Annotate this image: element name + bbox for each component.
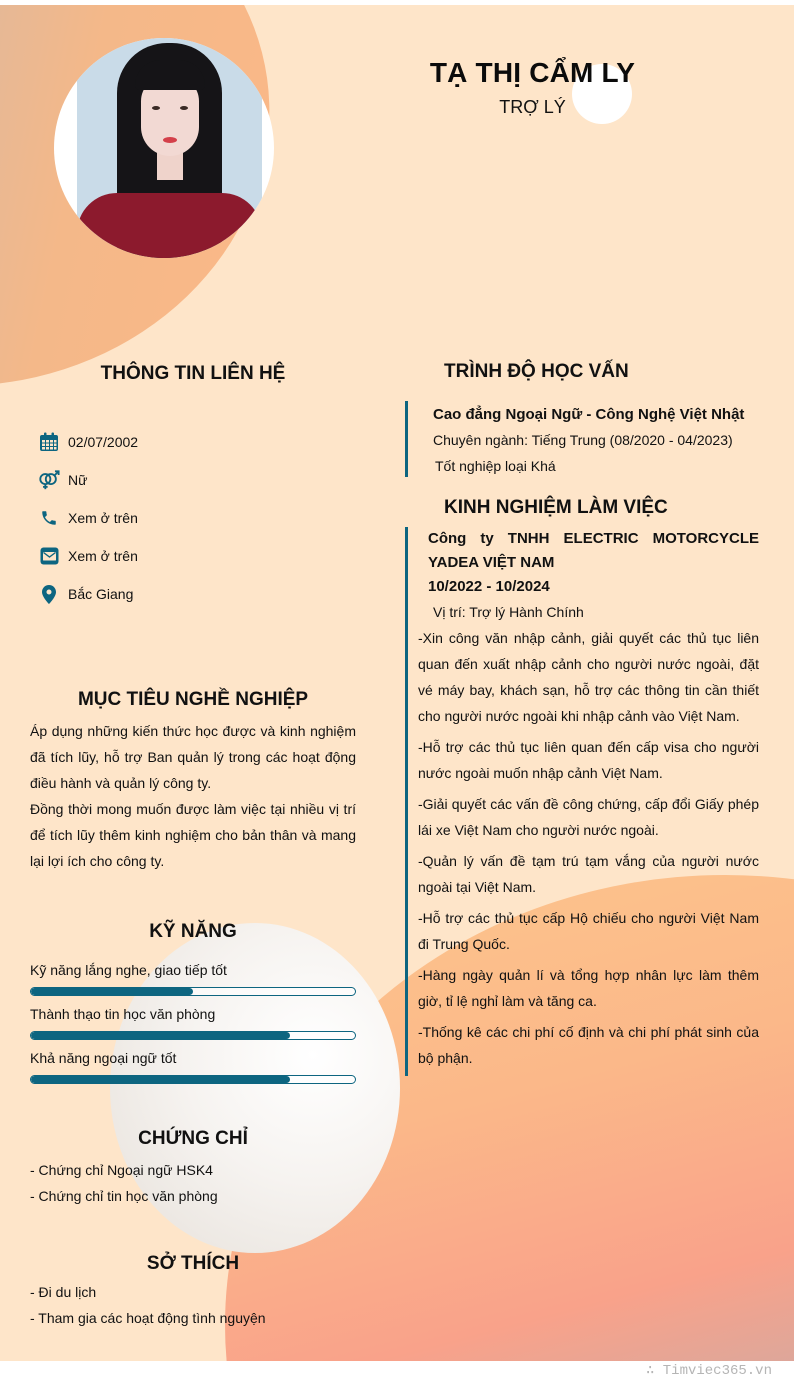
duty-item: -Thống kê các chi phí cố định và chi phí phát sinh của bộ phận. [418, 1024, 759, 1066]
skill-progress-fill [31, 1076, 290, 1083]
duty-item: -Hỗ trợ các thủ tục cấp Hộ chiếu cho người Việt Nam đi Trung Quốc. [418, 910, 759, 952]
skill-item [30, 1004, 356, 1040]
skill-progress-bar [30, 987, 356, 996]
skill-item [30, 960, 356, 996]
hobby-item: - Đi du lịch [30, 1284, 97, 1300]
skill-progress-fill [31, 988, 193, 995]
calendar-icon [38, 431, 60, 453]
duty-item: -Quản lý vấn đề tạm trú tạm vắng của người nước ngoài tại Việt Nam. [418, 853, 759, 895]
skill-label: Khả năng ngoại ngữ tốt [30, 1050, 177, 1066]
objective-heading: MỤC TIÊU NGHỀ NGHIỆP [77, 689, 309, 710]
education-school: Cao đẳng Ngoại Ngữ - Công Nghệ Việt Nhật [433, 406, 745, 423]
education-heading: TRÌNH ĐỘ HỌC VẤN [444, 361, 629, 382]
skill-progress-bar [30, 1031, 356, 1040]
duty-item: -Xin công văn nhập cảnh, giải quyết các thủ tục liên quan đến xuất nhập cảnh cho người nước ngoài, đặt vé máy bay, khách sạn, hỗ trợ các thông tin cần thiết cho người nước ngoài khi nhập cảnh vào Việt Nam. [418, 630, 759, 724]
duty-item: -Hỗ trợ các thủ tục liên quan đến cấp visa cho người nước ngoài muốn nhập cảnh Việt Nam. [418, 739, 759, 781]
skill-label: Kỹ năng lắng nghe, giao tiếp tốt [30, 962, 227, 978]
contact-list [38, 417, 358, 619]
objective-paragraph-2: Đồng thời mong muốn được làm việc tại nhiều vị trí để tích lũy thêm kinh nghiệm cho bản thân và mang lại lợi ích cho công ty. [30, 801, 356, 869]
education-block [405, 401, 765, 477]
certificate-item: - Chứng chỉ Ngoại ngữ HSK4 [30, 1162, 213, 1178]
certificates-list [30, 1157, 218, 1209]
avatar-photo [77, 38, 262, 258]
experience-block [405, 527, 765, 1076]
experience-company: Công ty TNHH ELECTRIC MOTORCYCLE YADEA VIỆT NAM [428, 530, 759, 571]
watermark: ∴ Timviec365.vn [645, 1363, 772, 1379]
hobby-item: - Tham gia các hoạt động tình nguyện [30, 1310, 266, 1326]
location-pin-icon [38, 583, 60, 605]
phone-value: Xem ở trên [68, 510, 138, 526]
objective-text [30, 718, 356, 874]
education-grade: Tốt nghiệp loại Khá [435, 458, 556, 474]
certificate-item: - Chứng chỉ tin học văn phòng [30, 1188, 218, 1204]
gender-value: Nữ [68, 472, 88, 488]
hobbies-heading: SỞ THÍCH [146, 1253, 240, 1274]
gender-icon [38, 469, 60, 491]
phone-icon [38, 507, 60, 529]
email-value: Xem ở trên [68, 548, 138, 564]
certificates-heading: CHỨNG CHỈ [138, 1128, 248, 1149]
experience-role: Vị trí: Trợ lý Hành Chính [433, 604, 584, 620]
candidate-name: TẠ THỊ CẨM LY [429, 57, 636, 88]
experience-duties [418, 625, 765, 1071]
experience-heading: KINH NGHIỆM LÀM VIỆC [444, 497, 668, 518]
education-major: Chuyên ngành: Tiếng Trung (08/2020 - 04/2023) [433, 432, 733, 448]
experience-dates: 10/2022 - 10/2024 [428, 578, 550, 595]
birthdate-value: 02/07/2002 [68, 434, 139, 450]
contact-heading: THÔNG TIN LIÊN HỆ [100, 363, 286, 384]
skill-label: Thành thạo tin học văn phòng [30, 1006, 216, 1022]
contact-item-address [38, 569, 358, 619]
address-value: Bắc Giang [68, 586, 134, 602]
duty-item: -Hàng ngày quản lí và tổng hợp nhân lực làm thêm giờ, tỉ lệ nghỉ làm và tăng ca. [418, 967, 759, 1009]
email-icon [38, 545, 60, 567]
skills-list [30, 960, 356, 1092]
candidate-title: TRỢ LÝ [499, 97, 566, 117]
avatar [54, 38, 274, 258]
duty-item: -Giải quyết các vấn đề công chứng, cấp đổi Giấy phép lái xe Việt Nam cho người nước ngoài. [418, 796, 759, 838]
objective-paragraph-1: Áp dụng những kiến thức học được và kinh nghiệm đã tích lũy, hỗ trợ Ban quản lý trong các hoạt động điều hành và quản lý công ty. [30, 723, 356, 791]
skill-progress-bar [30, 1075, 356, 1084]
hobbies-list [30, 1279, 266, 1331]
cv-page [0, 5, 794, 1361]
skill-item [30, 1048, 356, 1084]
skills-heading: KỸ NĂNG [149, 921, 237, 942]
skill-progress-fill [31, 1032, 290, 1039]
